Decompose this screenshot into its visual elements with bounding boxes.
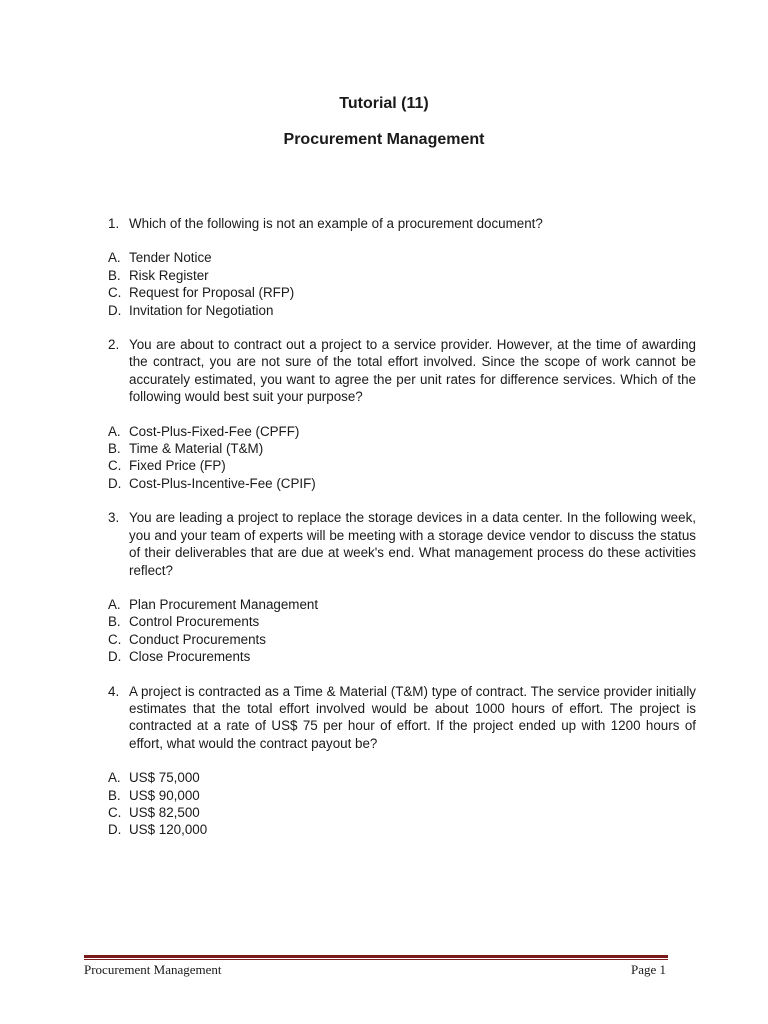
- option-text: Invitation for Negotiation: [129, 302, 274, 318]
- option-text: Close Procurements: [129, 649, 251, 665]
- option-letter: D.: [108, 302, 122, 318]
- title-block: [0, 93, 768, 151]
- option-text: Request for Proposal (RFP): [129, 285, 295, 301]
- option-text: US$ 82,500: [129, 804, 200, 820]
- question-text: You are about to contract out a project to a service provider. However, at the time of awarding the contract, you are not sure of the total effort involved. Since the scope of work cannot be accurately estimated, you want to agree the per unit rates for difference services. Which of the following would best suit your purpose?: [129, 337, 696, 405]
- option-letter: B.: [108, 267, 121, 283]
- question-1: [108, 215, 696, 232]
- footer-divider: [84, 955, 668, 958]
- option-text: Fixed Price (FP): [129, 458, 226, 474]
- option-item: [108, 249, 696, 266]
- option-letter: A.: [108, 423, 121, 439]
- option-item: [108, 596, 696, 613]
- option-text: Cost-Plus-Incentive-Fee (CPIF): [129, 475, 316, 491]
- option-list-3: [108, 596, 696, 666]
- option-list-2: [108, 423, 696, 493]
- option-letter: C.: [108, 458, 122, 474]
- option-item: [108, 267, 696, 284]
- footer-divider-thin: [84, 959, 668, 960]
- option-item: [108, 475, 696, 492]
- option-letter: A.: [108, 250, 121, 266]
- option-text: Risk Register: [129, 267, 209, 283]
- option-item: [108, 440, 696, 457]
- option-item: [108, 769, 696, 786]
- option-item: [108, 787, 696, 804]
- option-item: [108, 821, 696, 838]
- option-letter: D.: [108, 475, 122, 491]
- option-letter: A.: [108, 770, 121, 786]
- option-item: [108, 423, 696, 440]
- question-text: Which of the following is not an example of a procurement document?: [129, 216, 543, 231]
- option-letter: C.: [108, 631, 122, 647]
- question-list: [108, 215, 696, 856]
- page-number: Page 1: [630, 962, 666, 977]
- option-letter: B.: [108, 787, 121, 803]
- question-number: 1.: [108, 216, 120, 231]
- option-text: Cost-Plus-Fixed-Fee (CPFF): [129, 423, 300, 439]
- option-item: [108, 648, 696, 665]
- question-3: [108, 509, 696, 579]
- option-item: [108, 631, 696, 648]
- question-number: 3.: [108, 510, 120, 526]
- option-item: [108, 613, 696, 630]
- page-subtitle: Procurement Management: [283, 131, 485, 148]
- question-2: [108, 336, 696, 406]
- question-number: 4.: [108, 683, 120, 699]
- option-text: US$ 120,000: [129, 822, 208, 838]
- option-text: US$ 90,000: [129, 787, 200, 803]
- option-letter: A.: [108, 596, 121, 612]
- page-title: Tutorial (11): [339, 95, 429, 112]
- question-number: 2.: [108, 337, 120, 353]
- option-list-1: [108, 249, 696, 319]
- option-letter: B.: [108, 614, 121, 630]
- option-letter: B.: [108, 441, 121, 457]
- option-letter: C.: [108, 285, 122, 301]
- option-item: [108, 302, 696, 319]
- footer-title: Procurement Management: [84, 962, 222, 977]
- option-text: Plan Procurement Management: [129, 596, 319, 612]
- question-text: A project is contracted as a Time & Material (T&M) type of contract. The service provider initially estimates that the total effort involved would be about 1000 hours of effort. The project is contracted at a rate of US$ 75 per hour of effort. If the project ended up with 1200 hours of effort, what would the contract payout be?: [129, 683, 696, 751]
- option-letter: D.: [108, 822, 122, 838]
- option-text: US$ 75,000: [129, 770, 200, 786]
- option-item: [108, 457, 696, 474]
- option-text: Conduct Procurements: [129, 631, 266, 647]
- question-4: [108, 683, 696, 753]
- option-item: [108, 804, 696, 821]
- question-text: You are leading a project to replace the storage devices in a data center. In the following week, you and your team of experts will be meeting with a storage device vendor to discuss the status of their deliverables that are due at week's end. What management process do these activities reflect?: [129, 510, 696, 578]
- option-text: Control Procurements: [129, 614, 260, 630]
- option-letter: C.: [108, 804, 122, 820]
- option-text: Tender Notice: [129, 250, 212, 266]
- option-item: [108, 284, 696, 301]
- option-list-4: [108, 769, 696, 839]
- option-text: Time & Material (T&M): [129, 441, 264, 457]
- option-letter: D.: [108, 649, 122, 665]
